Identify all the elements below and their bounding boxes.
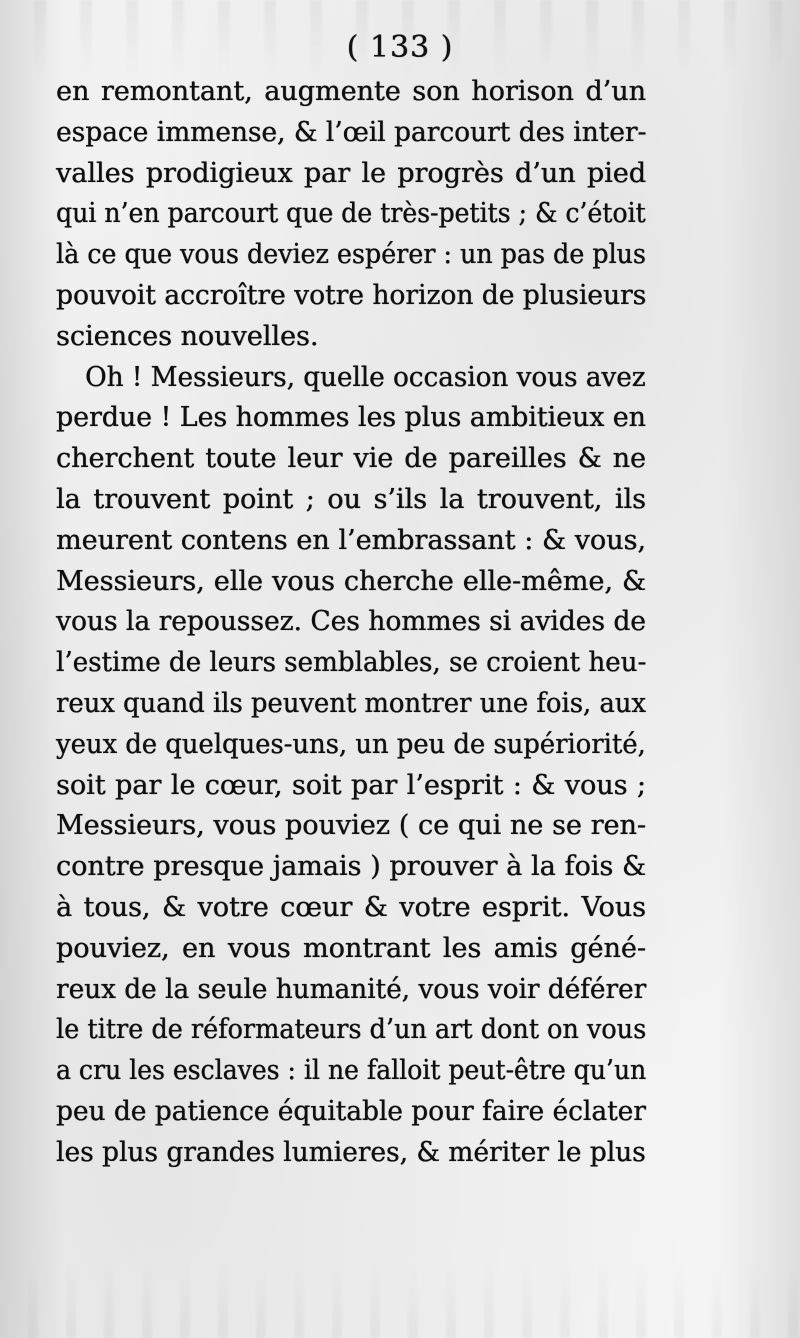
text-line: Messieurs, elle vous cherche elle-même, &: [56, 565, 646, 597]
page-number: ( 133 ): [346, 30, 454, 65]
body-text: [56, 72, 646, 1174]
text-line: reux de la seule humanité, vous voir déférer: [56, 973, 647, 1005]
text-line: meurent contens en l’embrassant : & vous,: [56, 524, 646, 556]
text-line: cherchent toute leur vie de pareilles & ne: [56, 443, 646, 475]
text-line: pouviez, en vous montrant les amis géné-: [56, 932, 646, 964]
text-line: espace immense, & l’œil parcourt des inter-: [56, 116, 647, 148]
text-line: l’estime de leurs semblables, se croient heu-: [56, 647, 647, 679]
text-line: le titre de réformateurs d’un art dont on vous: [56, 1014, 647, 1046]
text-line: valles prodigieux par le progrès d’un pied: [56, 157, 646, 189]
text-line: perdue ! Les hommes les plus ambitieux en: [56, 402, 646, 434]
text-line: contre presque jamais ) prouver à la fois &: [56, 851, 646, 883]
text-line: peu de patience équitable pour faire éclater: [56, 1095, 646, 1127]
text-line: soit par le cœur, soit par l’esprit : & vous ;: [56, 769, 646, 801]
text-line: les plus grandes lumieres, & mériter le plus: [56, 1136, 646, 1168]
text-line: vous la repoussez. Ces hommes si avides de: [56, 606, 646, 638]
text-line: reux quand ils peuvent montrer une fois, aux: [56, 687, 646, 719]
text-line: à tous, & votre cœur & votre esprit. Vous: [56, 891, 646, 923]
text-line: Messieurs, vous pouviez ( ce qui ne se ren-: [56, 810, 646, 842]
text-line: yeux de quelques-uns, un peu de supériorité,: [56, 728, 646, 760]
text-line: là ce que vous deviez espérer : un pas de plus: [56, 239, 646, 271]
text-line: sciences nouvelles.: [56, 320, 319, 352]
paragraph-start-line: Oh ! Messieurs, quelle occasion vous avez: [85, 361, 646, 393]
text-line: pouvoit accroître votre horizon de plusieurs: [56, 279, 647, 311]
bleed-through-bottom: [0, 1258, 800, 1338]
text-line: a cru les esclaves : il ne falloit peut-être qu’un: [56, 1055, 647, 1087]
text-line: qui n’en parcourt que de très-petits ; & c’étoit: [56, 198, 646, 230]
text-line: en remontant, augmente son horison d’un: [56, 76, 646, 107]
text-line: la trouvent point ; ou s’ils la trouvent, ils: [56, 483, 646, 515]
